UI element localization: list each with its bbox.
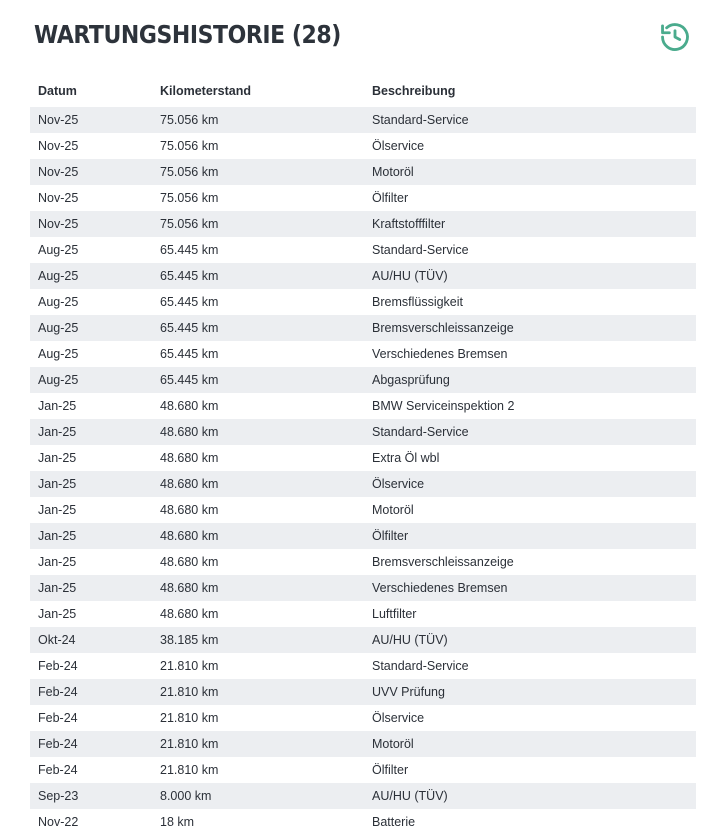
cell-description: Ölfilter	[364, 523, 696, 549]
table-row	[30, 575, 696, 601]
table-row	[30, 809, 696, 835]
table-row	[30, 497, 696, 523]
page-header	[0, 0, 726, 54]
history-clock-icon[interactable]	[658, 20, 692, 54]
cell-mileage: 65.445 km	[152, 263, 364, 289]
cell-mileage: 48.680 km	[152, 445, 364, 471]
table-row	[30, 679, 696, 705]
table-row	[30, 471, 696, 497]
cell-date: Okt-24	[30, 627, 152, 653]
cell-mileage: 21.810 km	[152, 705, 364, 731]
cell-description: Abgasprüfung	[364, 367, 696, 393]
table-body	[30, 107, 696, 835]
cell-date: Jan-25	[30, 393, 152, 419]
table-row	[30, 705, 696, 731]
cell-date: Nov-25	[30, 159, 152, 185]
cell-description: Extra Öl wbl	[364, 445, 696, 471]
cell-description: AU/HU (TÜV)	[364, 783, 696, 809]
cell-date: Jan-25	[30, 549, 152, 575]
table-row	[30, 289, 696, 315]
table-row	[30, 445, 696, 471]
cell-description: UVV Prüfung	[364, 679, 696, 705]
cell-mileage: 48.680 km	[152, 523, 364, 549]
cell-date: Feb-24	[30, 757, 152, 783]
cell-mileage: 48.680 km	[152, 575, 364, 601]
cell-date: Nov-25	[30, 185, 152, 211]
table-row	[30, 341, 696, 367]
cell-mileage: 48.680 km	[152, 497, 364, 523]
cell-description: Kraftstofffilter	[364, 211, 696, 237]
cell-mileage: 75.056 km	[152, 133, 364, 159]
cell-mileage: 38.185 km	[152, 627, 364, 653]
cell-date: Aug-25	[30, 315, 152, 341]
cell-date: Nov-22	[30, 809, 152, 835]
table-row	[30, 757, 696, 783]
cell-mileage: 65.445 km	[152, 289, 364, 315]
cell-date: Jan-25	[30, 471, 152, 497]
cell-description: Ölservice	[364, 471, 696, 497]
cell-description: Verschiedenes Bremsen	[364, 575, 696, 601]
column-header-date: Datum	[38, 84, 77, 98]
cell-date: Feb-24	[30, 653, 152, 679]
table-row	[30, 263, 696, 289]
cell-date: Aug-25	[30, 263, 152, 289]
cell-description: Batterie	[364, 809, 696, 835]
cell-mileage: 18 km	[152, 809, 364, 835]
cell-date: Jan-25	[30, 575, 152, 601]
table-header-row	[30, 84, 696, 107]
table-row	[30, 523, 696, 549]
cell-mileage: 8.000 km	[152, 783, 364, 809]
cell-description: Motoröl	[364, 497, 696, 523]
cell-date: Aug-25	[30, 341, 152, 367]
cell-description: AU/HU (TÜV)	[364, 627, 696, 653]
page-title: WARTUNGSHISTORIE (28)	[34, 20, 341, 49]
table-row	[30, 783, 696, 809]
cell-mileage: 65.445 km	[152, 367, 364, 393]
cell-description: Ölfilter	[364, 185, 696, 211]
cell-date: Jan-25	[30, 601, 152, 627]
cell-date: Jan-25	[30, 523, 152, 549]
cell-mileage: 48.680 km	[152, 419, 364, 445]
cell-date: Aug-25	[30, 367, 152, 393]
cell-mileage: 48.680 km	[152, 393, 364, 419]
cell-description: AU/HU (TÜV)	[364, 263, 696, 289]
cell-mileage: 21.810 km	[152, 653, 364, 679]
cell-mileage: 48.680 km	[152, 471, 364, 497]
cell-description: Motoröl	[364, 159, 696, 185]
cell-date: Jan-25	[30, 445, 152, 471]
cell-date: Aug-25	[30, 289, 152, 315]
cell-description: Standard-Service	[364, 107, 696, 133]
cell-description: Standard-Service	[364, 419, 696, 445]
cell-mileage: 65.445 km	[152, 315, 364, 341]
cell-date: Aug-25	[30, 237, 152, 263]
table-row	[30, 419, 696, 445]
column-header-mileage: Kilometerstand	[160, 84, 251, 98]
cell-description: Bremsverschleissanzeige	[364, 549, 696, 575]
table-row	[30, 627, 696, 653]
table-row	[30, 237, 696, 263]
cell-description: Ölservice	[364, 133, 696, 159]
cell-mileage: 21.810 km	[152, 757, 364, 783]
table-row	[30, 653, 696, 679]
cell-description: Standard-Service	[364, 653, 696, 679]
table-row	[30, 393, 696, 419]
table-row	[30, 549, 696, 575]
table-row	[30, 133, 696, 159]
table-row	[30, 315, 696, 341]
table-row	[30, 107, 696, 133]
cell-mileage: 75.056 km	[152, 107, 364, 133]
cell-mileage: 65.445 km	[152, 341, 364, 367]
cell-date: Nov-25	[30, 133, 152, 159]
cell-date: Jan-25	[30, 497, 152, 523]
cell-date: Nov-25	[30, 107, 152, 133]
cell-mileage: 65.445 km	[152, 237, 364, 263]
cell-description: Bremsverschleissanzeige	[364, 315, 696, 341]
table-row	[30, 731, 696, 757]
cell-date: Jan-25	[30, 419, 152, 445]
cell-date: Feb-24	[30, 705, 152, 731]
table-header	[30, 84, 696, 107]
cell-mileage: 48.680 km	[152, 601, 364, 627]
cell-description: Standard-Service	[364, 237, 696, 263]
column-header-description: Beschreibung	[372, 84, 456, 98]
cell-description: BMW Serviceinspektion 2	[364, 393, 696, 419]
cell-description: Bremsflüssigkeit	[364, 289, 696, 315]
table-row	[30, 159, 696, 185]
cell-mileage: 75.056 km	[152, 159, 364, 185]
cell-date: Feb-24	[30, 731, 152, 757]
cell-mileage: 48.680 km	[152, 549, 364, 575]
cell-description: Luftfilter	[364, 601, 696, 627]
table-row	[30, 601, 696, 627]
table-row	[30, 185, 696, 211]
cell-date: Feb-24	[30, 679, 152, 705]
cell-date: Sep-23	[30, 783, 152, 809]
cell-mileage: 75.056 km	[152, 211, 364, 237]
cell-description: Verschiedenes Bremsen	[364, 341, 696, 367]
maintenance-table-container	[0, 54, 726, 835]
cell-date: Nov-25	[30, 211, 152, 237]
cell-mileage: 75.056 km	[152, 185, 364, 211]
table-row	[30, 367, 696, 393]
cell-description: Motoröl	[364, 731, 696, 757]
cell-mileage: 21.810 km	[152, 731, 364, 757]
cell-description: Ölfilter	[364, 757, 696, 783]
maintenance-table	[30, 84, 696, 835]
table-row	[30, 211, 696, 237]
cell-mileage: 21.810 km	[152, 679, 364, 705]
cell-description: Ölservice	[364, 705, 696, 731]
